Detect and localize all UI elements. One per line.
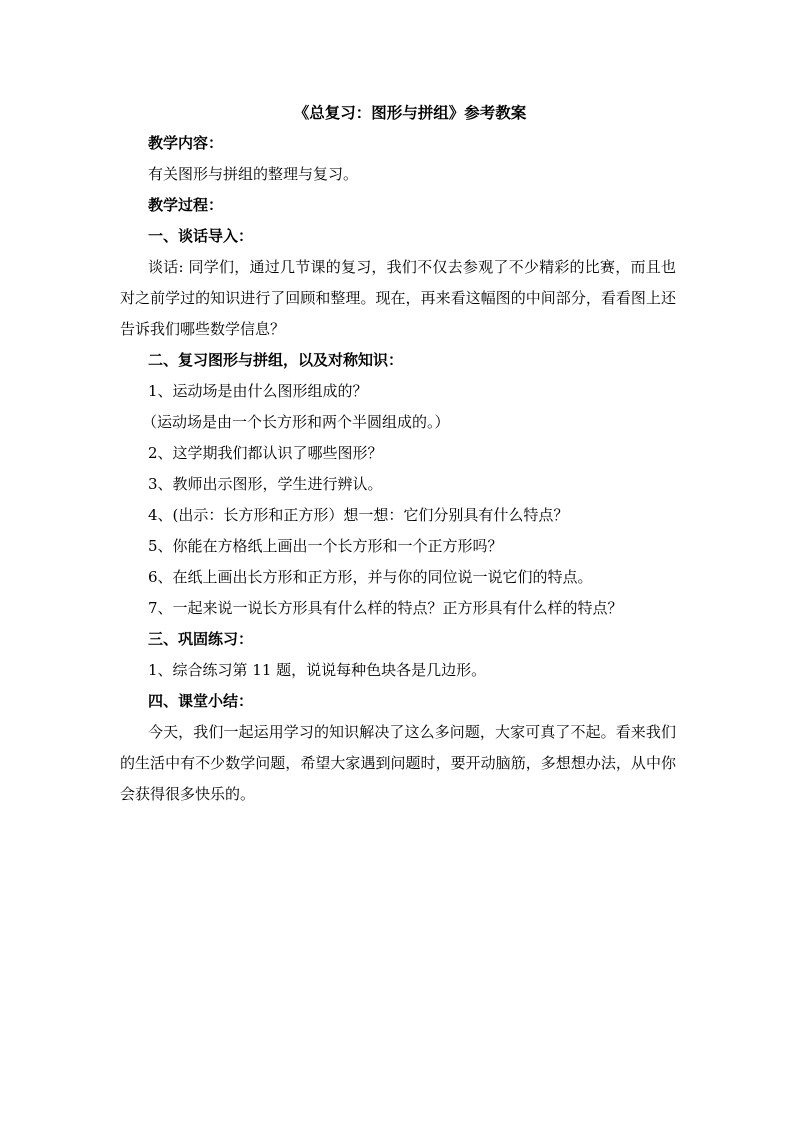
part1-paragraph: 谈话: 同学们，通过几节课的复习，我们不仅去参观了不少精彩的比赛，而且也对之前学过的知识进行了回顾和整理。现在，再来看这幅图的中间部分，看看图上还告诉我们哪些数学信息？ (120, 258, 676, 338)
part2-item: 7、一起来说一说长方形具有什么样的特点？正方形具有什么样的特点？ (148, 599, 623, 617)
part2-item: （运动场是由一个长方形和两个半圆组成的。） (142, 413, 450, 431)
part2-item: 6、在纸上画出长方形和正方形，并与你的同位说一说它们的特点。 (148, 568, 593, 586)
part2-item: 2、这学期我们都认识了哪些图形？ (148, 444, 383, 462)
part3-heading: 三、巩固练习： (148, 630, 254, 648)
part3-item: 1、综合练习第 11 题，说说每种色块各是几边形。 (148, 661, 487, 679)
content-text: 有关图形与拼组的整理与复习。 (148, 165, 359, 183)
document-title: 《总复习：图形与拼组》参考教案 (293, 103, 527, 122)
content-heading: 教学内容： (148, 134, 224, 152)
part4-paragraph: 今天，我们一起运用学习的知识解决了这么多问题，大家可真了不起。看来我们的生活中有不少数学问题，希望大家遇到问题时，要开动脑筋，多想想办法，从中你会获得很多快乐的。 (120, 723, 676, 803)
part2-item: 4、(出示：长方形和正方形）想一想：它们分别具有什么特点？ (148, 506, 569, 524)
part1-heading: 一、谈话导入： (148, 227, 254, 245)
process-heading: 教学过程： (148, 196, 224, 214)
part2-item: 5、你能在方格纸上画出一个长方形和一个正方形吗？ (148, 537, 503, 555)
part4-heading: 四、课堂小结： (148, 692, 254, 710)
part2-item: 1、运动场是由什么图形组成的？ (148, 382, 368, 400)
part2-item: 3、教师出示图形，学生进行辨认。 (148, 475, 383, 493)
part2-heading: 二、复习图形与拼组，以及对称知识： (148, 351, 404, 369)
